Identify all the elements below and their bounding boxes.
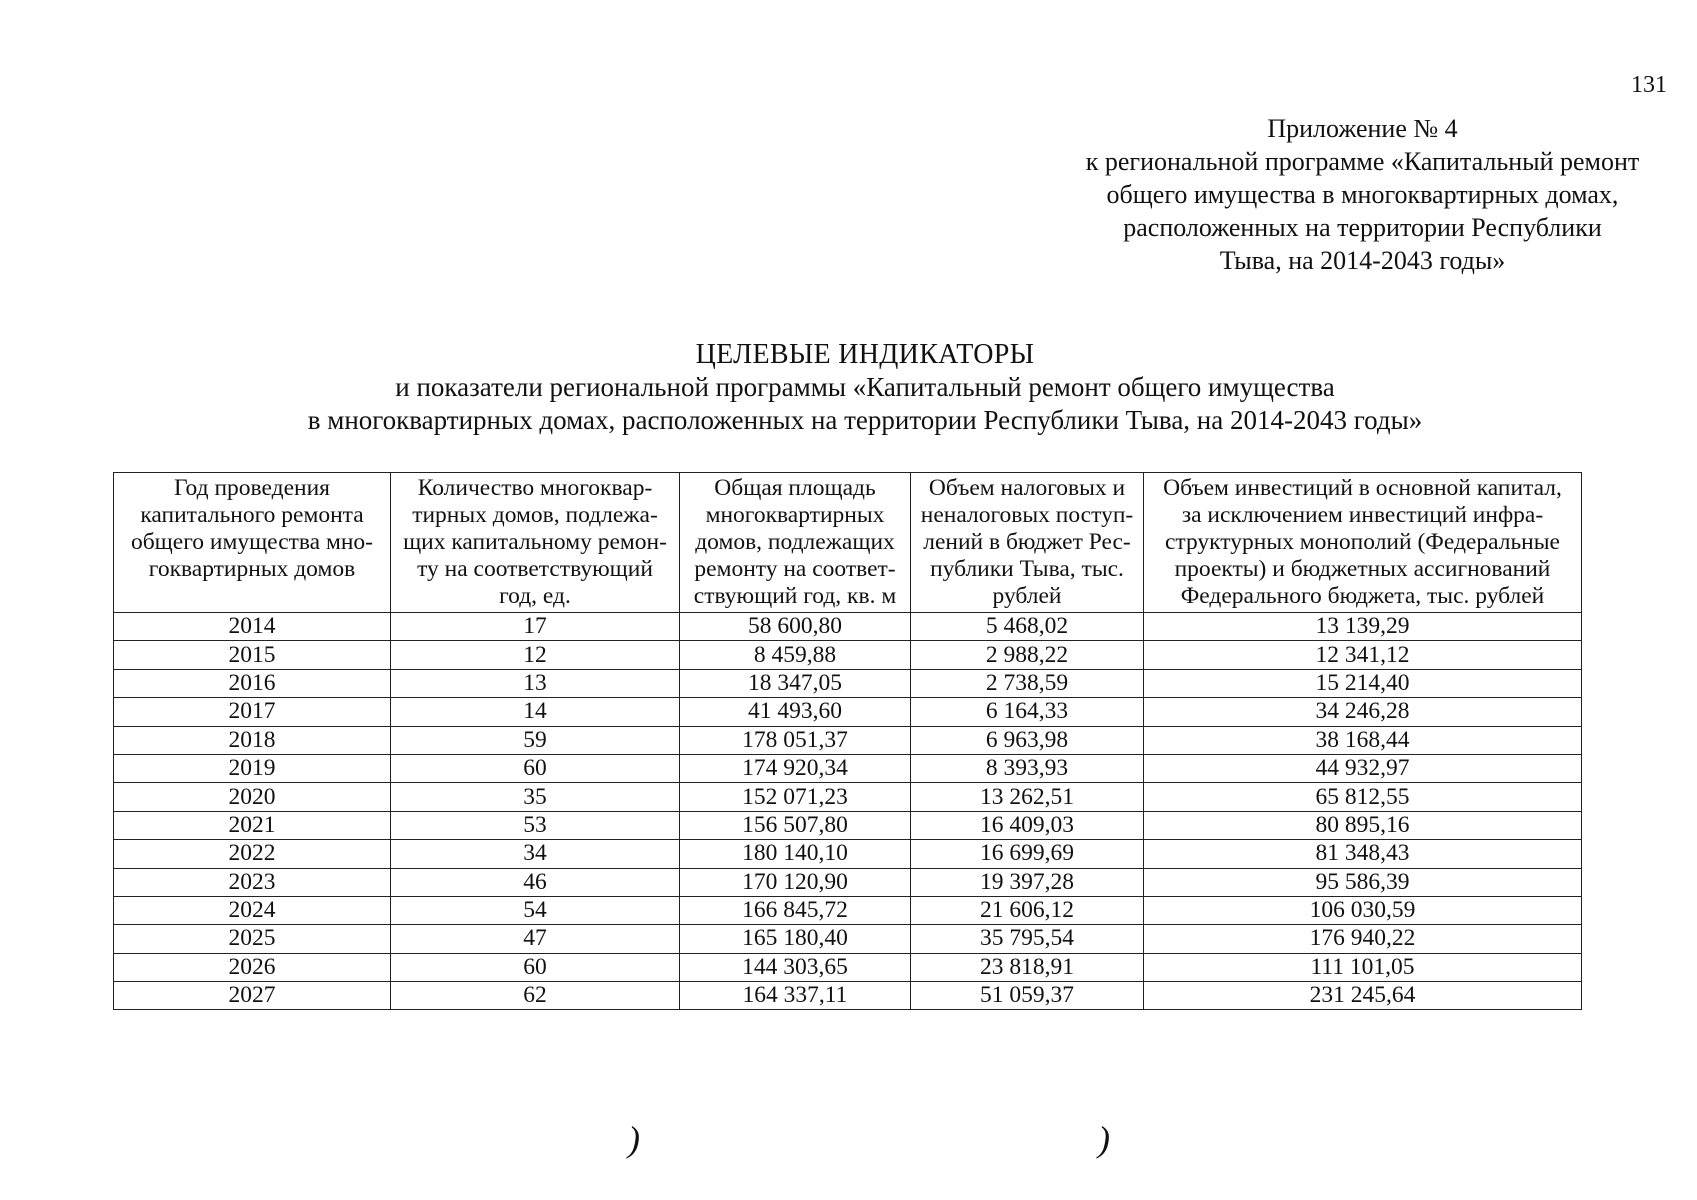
table-cell: 13 139,29 [1144,613,1582,641]
table-cell: 164 337,11 [680,982,911,1010]
document-title: ЦЕЛЕВЫЕ ИНДИКАТОРЫ [695,339,1035,370]
table-cell: 21 606,12 [911,896,1144,924]
table-cell: 15 214,40 [1144,669,1582,697]
table-row [114,868,1582,896]
table-cell: 59 [391,726,680,754]
table-cell: 2 738,59 [911,669,1144,697]
table-cell: 8 393,93 [911,754,1144,782]
column-header-line: ремонту на соответ- [694,556,896,582]
table-cell: 35 [391,783,680,811]
table-cell: 5 468,02 [911,613,1144,641]
column-header-line: гоквартирных домов [148,556,356,582]
column-header-line: рублей [992,583,1062,609]
table-cell: 180 140,10 [680,840,911,868]
table-cell: 53 [391,811,680,839]
table-cell: 165 180,40 [680,925,911,953]
appendix-line: расположенных на территории Республики [1123,213,1602,242]
table-cell: 34 246,28 [1144,698,1582,726]
appendix-block [1050,112,1675,277]
table-cell: 178 051,37 [680,726,911,754]
table-cell: 54 [391,896,680,924]
table-row [114,669,1582,697]
table-cell: 2015 [114,641,391,669]
table-row [114,754,1582,782]
table-cell: 19 397,28 [911,868,1144,896]
table-cell: 2016 [114,669,391,697]
column-header-line: общего имущества мно- [130,529,374,555]
appendix-line: к региональной программе «Капитальный ремонт [1085,147,1640,176]
table-row [114,698,1582,726]
table-cell: 18 347,05 [680,669,911,697]
table-cell: 2022 [114,840,391,868]
table-cell: 2018 [114,726,391,754]
table-cell: 2021 [114,811,391,839]
column-header-line: домов, подлежащих [695,529,895,555]
table-cell: 2024 [114,896,391,924]
table-cell: 60 [391,953,680,981]
table-cell: 58 600,80 [680,613,911,641]
table-row [114,613,1582,641]
table-header-row [114,473,1582,613]
table-cell: 2014 [114,613,391,641]
table-cell: 111 101,05 [1144,953,1582,981]
table-cell: 47 [391,925,680,953]
column-header-line: лений в бюджет Рес- [923,529,1131,555]
table-row [114,641,1582,669]
table-cell: 2023 [114,868,391,896]
page-number: 131 [1631,72,1667,98]
document-title-block [0,338,1697,437]
document-subtitle-line: и показатели региональной программы «Капитальный ремонт общего имущества [395,372,1335,402]
table-cell: 62 [391,982,680,1010]
table-cell: 166 845,72 [680,896,911,924]
column-header-line: год, ед. [499,583,571,609]
column-header [911,473,1144,613]
table-cell: 106 030,59 [1144,896,1582,924]
table-cell: 231 245,64 [1144,982,1582,1010]
column-header [680,473,911,613]
appendix-line: общего имущества в многоквартирных домах, [1106,180,1619,209]
table-cell: 65 812,55 [1144,783,1582,811]
table-row [114,953,1582,981]
handwritten-mark: ) [1098,1119,1110,1159]
column-header-line: ту на соответствующий [417,556,653,582]
column-header-line: за исключением инвестиций инфра- [1181,502,1544,528]
table-cell: 176 940,22 [1144,925,1582,953]
table-cell: 2017 [114,698,391,726]
appendix-line: Приложение № 4 [1267,114,1458,143]
table-row [114,925,1582,953]
table-cell: 35 795,54 [911,925,1144,953]
appendix-line: Тыва, на 2014-2043 годы» [1219,246,1506,275]
column-header [114,473,391,613]
column-header-line: Федерального бюджета, тыс. рублей [1180,583,1545,609]
table-cell: 13 262,51 [911,783,1144,811]
table-cell: 12 [391,641,680,669]
table-row [114,783,1582,811]
table-cell: 2027 [114,982,391,1010]
table-body [114,613,1582,1010]
table-cell: 174 920,34 [680,754,911,782]
table-cell: 60 [391,754,680,782]
column-header-line: Объем инвестиций в основной капитал, [1163,475,1562,501]
column-header-line: проекты) и бюджетных ассигнований [1174,556,1551,582]
table-cell: 38 168,44 [1144,726,1582,754]
table-cell: 144 303,65 [680,953,911,981]
table-cell: 12 341,12 [1144,641,1582,669]
table-cell: 34 [391,840,680,868]
table-cell: 44 932,97 [1144,754,1582,782]
column-header-line: Общая площадь [714,475,876,501]
table-cell: 8 459,88 [680,641,911,669]
column-header-line: щих капитальному ремон- [403,529,667,555]
column-header-line: многоквартирных [705,502,885,528]
column-header-line: структурных монополий (Федеральные [1165,529,1560,555]
table-cell: 46 [391,868,680,896]
table-cell: 170 120,90 [680,868,911,896]
table-row [114,811,1582,839]
table-cell: 51 059,37 [911,982,1144,1010]
table-row [114,982,1582,1010]
handwritten-mark: ) [628,1119,640,1159]
document-subtitle-line: в многоквартирных домах, расположенных на территории Республики Тыва, на 2014-2043 годы» [307,405,1423,435]
table-header [114,473,1582,613]
table-cell: 81 348,43 [1144,840,1582,868]
table-cell: 2 988,22 [911,641,1144,669]
table-cell: 6 164,33 [911,698,1144,726]
table-cell: 80 895,16 [1144,811,1582,839]
table-cell: 16 699,69 [911,840,1144,868]
table-cell: 95 586,39 [1144,868,1582,896]
table-cell: 13 [391,669,680,697]
table-cell: 14 [391,698,680,726]
table-cell: 2020 [114,783,391,811]
column-header-line: Год проведения [174,475,330,501]
table-row [114,840,1582,868]
column-header-line: ствующий год, кв. м [693,583,897,609]
table-cell: 152 071,23 [680,783,911,811]
column-header [391,473,680,613]
table-cell: 2025 [114,925,391,953]
table-cell: 41 493,60 [680,698,911,726]
column-header-line: Количество многоквар- [417,475,653,501]
table-cell: 17 [391,613,680,641]
column-header-line: неналоговых поступ- [920,502,1134,528]
table-row [114,726,1582,754]
column-header-line: капитального ремонта [140,502,364,528]
indicators-table [113,472,1582,1010]
table-cell: 156 507,80 [680,811,911,839]
table-cell: 16 409,03 [911,811,1144,839]
table-cell: 23 818,91 [911,953,1144,981]
column-header-line: Объем налоговых и [928,475,1126,501]
table-row [114,896,1582,924]
column-header [1144,473,1582,613]
table-cell: 2026 [114,953,391,981]
table-cell: 6 963,98 [911,726,1144,754]
column-header-line: тирных домов, подлежа- [412,502,658,528]
column-header-line: публики Тыва, тыс. [930,556,1124,582]
table-cell: 2019 [114,754,391,782]
